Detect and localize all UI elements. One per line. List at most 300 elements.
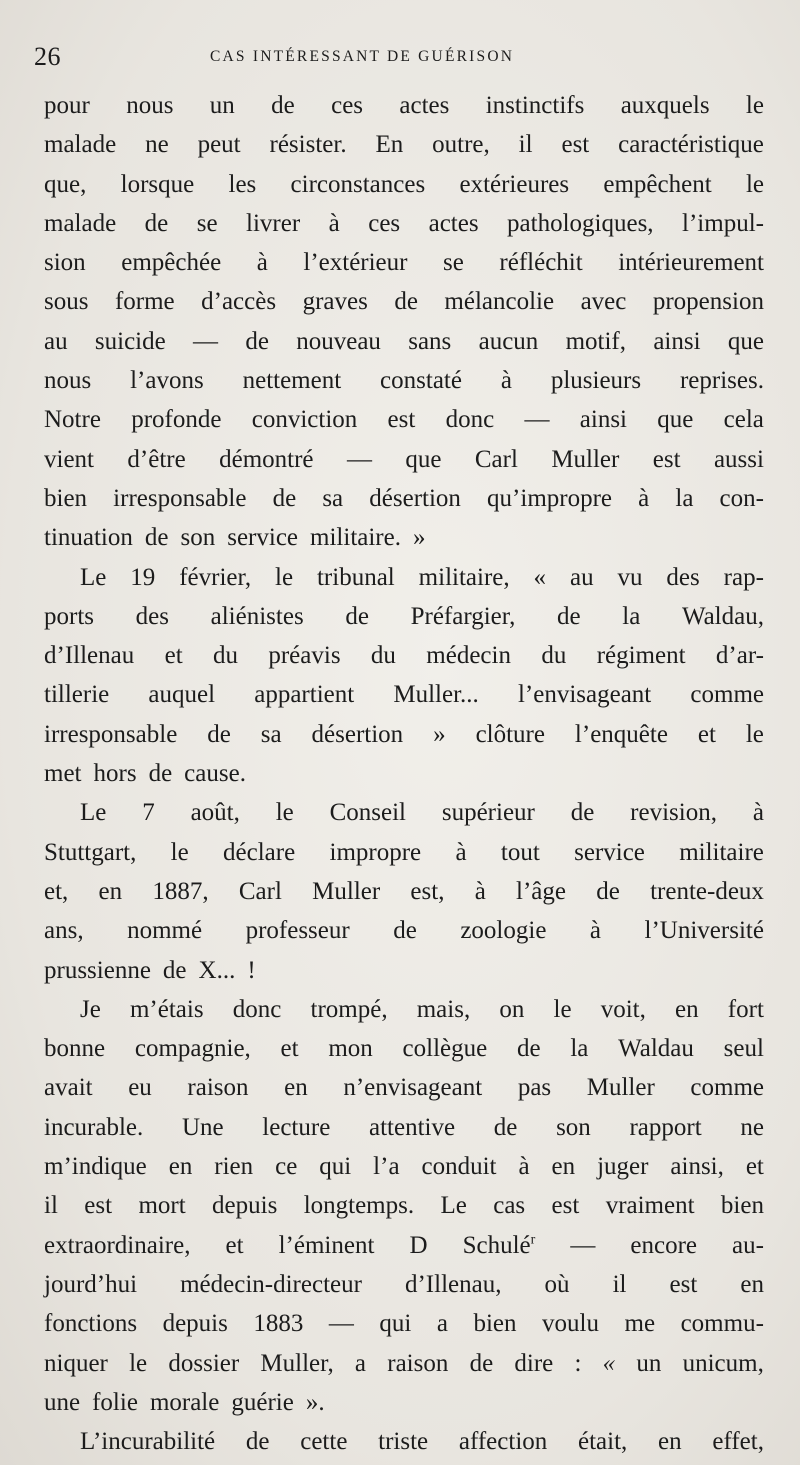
word: la — [622, 602, 641, 630]
word: service — [227, 524, 299, 552]
word: dire — [514, 1349, 554, 1377]
word: de — [469, 1349, 494, 1377]
text-line — [44, 204, 764, 243]
word: de — [394, 288, 418, 316]
word: bien — [473, 1310, 517, 1338]
word: Muller... — [393, 681, 479, 709]
word: pas — [517, 1074, 552, 1102]
word: effet, — [712, 1428, 764, 1456]
word: malade — [44, 209, 117, 237]
word: régiment — [596, 642, 686, 670]
word: février, — [179, 563, 252, 591]
word: attentive — [369, 1113, 456, 1141]
word: m’indique — [44, 1153, 147, 1181]
word: reprises. — [679, 367, 764, 395]
word: nettement — [242, 367, 342, 395]
word: forme — [114, 288, 175, 316]
word: « — [602, 1349, 616, 1377]
word: d’accès — [201, 288, 277, 316]
word: d’Illenau, — [404, 1270, 502, 1298]
word: cette — [300, 1428, 348, 1456]
word: déclare — [223, 838, 296, 866]
word: circonstances — [290, 170, 426, 198]
running-head: CAS INTÉRESSANT DE GUÉRISON — [210, 48, 515, 65]
word: est — [669, 1270, 698, 1298]
word: que — [727, 327, 764, 355]
word: l’impul- — [682, 209, 764, 237]
word: l’envisageant — [517, 681, 652, 709]
word: à — [518, 1153, 530, 1181]
word: actes — [399, 92, 450, 119]
word: auquel — [148, 681, 216, 709]
word: niquer — [44, 1349, 108, 1377]
word: Muller — [312, 877, 381, 905]
word: ! — [247, 956, 256, 984]
text-line — [44, 1186, 764, 1225]
word: il — [612, 1270, 627, 1298]
word: met — [44, 760, 82, 788]
word: aliénistes — [210, 602, 304, 630]
word: incurable. — [44, 1113, 144, 1141]
word: et — [164, 642, 183, 670]
word: voit, — [600, 995, 646, 1023]
word: tout — [500, 838, 540, 866]
word: pathologiques, — [507, 209, 654, 237]
word: Stuttgart, — [44, 838, 137, 866]
word: — — [346, 445, 372, 473]
word: impropre — [329, 838, 422, 866]
word: Je — [80, 995, 101, 1023]
word: service — [574, 838, 645, 866]
word: en — [168, 1153, 193, 1181]
word: irresponsable — [113, 484, 247, 512]
word: — — [570, 1231, 596, 1259]
word: tillerie — [44, 681, 110, 709]
text-line — [44, 1265, 764, 1304]
word: de — [144, 209, 169, 237]
word: unicum, — [682, 1349, 764, 1377]
word: du — [541, 642, 567, 670]
text-line — [44, 558, 764, 597]
word: actes — [428, 209, 479, 237]
word: sa — [322, 484, 344, 512]
word: qu’impropre — [487, 484, 613, 512]
word: professeur — [245, 917, 350, 945]
word: ans, — [44, 917, 84, 945]
word: Waldau — [618, 1035, 694, 1063]
word: en — [284, 1074, 308, 1102]
word: motif, — [565, 327, 627, 355]
word: Conseil — [329, 799, 406, 827]
word: que — [657, 406, 694, 434]
word: ce — [275, 1153, 298, 1181]
word: Carl — [238, 877, 282, 905]
word: à — [256, 249, 268, 277]
text-line — [44, 243, 764, 282]
word: nous — [44, 367, 92, 395]
word: ainsi — [653, 327, 701, 355]
word: graves — [302, 288, 368, 316]
word: sa — [260, 720, 282, 748]
text-line — [44, 361, 764, 400]
word: Schulé$^r$ — [462, 1231, 536, 1259]
word: clôture — [475, 720, 545, 748]
text-line — [44, 322, 764, 361]
word: voulu — [542, 1310, 599, 1338]
word: empêchent — [603, 170, 712, 198]
word: réfléchit — [499, 249, 583, 277]
text-line — [44, 990, 764, 1029]
word: Carl — [474, 445, 518, 473]
word: instinctifs — [485, 92, 585, 119]
word: fort — [727, 995, 764, 1023]
word: l’avons — [130, 367, 204, 395]
word: mort — [138, 1192, 186, 1220]
word: le — [553, 995, 572, 1023]
word: que — [405, 445, 442, 473]
word: du — [213, 642, 238, 670]
word: préavis — [268, 642, 341, 670]
word: de — [493, 1113, 518, 1141]
word: propension — [652, 288, 764, 316]
word: désertion — [369, 484, 461, 512]
word: est — [84, 1192, 113, 1220]
word: en — [740, 1270, 764, 1298]
word: a — [354, 1349, 367, 1377]
word: ports — [44, 602, 94, 630]
word: supérieur — [441, 799, 535, 827]
word: — — [524, 406, 550, 434]
word: 1883 — [253, 1310, 304, 1338]
word: de — [570, 799, 595, 827]
word: qui — [379, 1310, 412, 1338]
word: depuis — [212, 1192, 278, 1220]
word: X... — [198, 956, 236, 984]
text-line — [44, 86, 764, 125]
word: ne — [145, 131, 169, 159]
word: une — [44, 1388, 81, 1416]
word: des — [135, 602, 169, 630]
word: a — [436, 1310, 448, 1338]
word: rien — [214, 1153, 254, 1181]
word: on — [499, 995, 525, 1023]
text-line — [44, 165, 764, 204]
word: rapport — [629, 1113, 702, 1141]
word: eu — [128, 1074, 152, 1102]
word: extraordinaire, — [44, 1231, 191, 1259]
word: empêchée — [121, 249, 222, 277]
word: L’incurabilité — [80, 1428, 216, 1456]
word: 1887, — [152, 877, 209, 905]
word: conviction — [251, 406, 358, 434]
word: fonctions — [44, 1310, 138, 1338]
word: Muller — [586, 1074, 655, 1102]
word: donc — [232, 995, 282, 1023]
word: profonde — [131, 406, 222, 434]
word: bien — [720, 1192, 764, 1220]
word: mais, — [416, 995, 471, 1023]
word: bonne — [44, 1035, 106, 1063]
word: constaté — [380, 367, 462, 395]
word: il — [44, 1192, 58, 1220]
text-line — [44, 1304, 764, 1343]
word: encore — [630, 1231, 697, 1259]
text-line — [44, 833, 764, 872]
word: En — [375, 131, 404, 159]
text-line — [44, 440, 764, 479]
word: le — [275, 799, 294, 827]
word: guérie — [231, 1388, 294, 1416]
word: et — [225, 1231, 244, 1259]
word: m’étais — [129, 995, 204, 1023]
word: août, — [190, 799, 240, 827]
word: bien — [44, 484, 88, 512]
word: démontré — [219, 445, 314, 473]
word: outre, — [432, 131, 490, 159]
word: compagnie, — [134, 1035, 251, 1063]
word: se — [443, 249, 464, 277]
word: donc — [445, 406, 495, 434]
word: avec — [580, 288, 627, 316]
text-line — [44, 636, 764, 675]
word: Muller, — [260, 1349, 334, 1377]
word: l’extérieur — [303, 249, 408, 277]
word: en — [551, 1153, 576, 1181]
word: de — [148, 760, 173, 788]
word: rap- — [723, 563, 764, 591]
word: pour — [44, 92, 90, 119]
word: du — [370, 642, 396, 670]
word: commu- — [680, 1310, 764, 1338]
word: le — [170, 838, 189, 866]
word: désertion — [311, 720, 404, 748]
word: appartient — [254, 681, 355, 709]
word: — — [193, 327, 219, 355]
word: ainsi — [579, 406, 627, 434]
text-line — [44, 1226, 764, 1265]
word: de — [245, 327, 269, 355]
word: de — [162, 956, 187, 984]
word: n’envisageant — [343, 1074, 483, 1102]
word: tribunal — [316, 563, 395, 591]
word: auxquels — [620, 92, 710, 119]
word: — — [328, 1310, 354, 1338]
word: Waldau, — [681, 602, 764, 630]
word: triste — [378, 1428, 429, 1456]
word: de — [557, 602, 581, 630]
word: est — [652, 445, 681, 473]
word: affection — [458, 1428, 548, 1456]
word: le — [745, 170, 764, 198]
word: » — [433, 720, 446, 748]
word: de — [271, 92, 295, 119]
word: jourd’hui — [44, 1270, 138, 1298]
text-line — [44, 125, 764, 164]
word: un — [209, 92, 235, 119]
text-line — [44, 597, 764, 636]
word: d’être — [127, 445, 186, 473]
word: irresponsable — [44, 720, 178, 748]
word: conduit — [421, 1153, 497, 1181]
word: à — [638, 484, 650, 512]
word: il — [518, 131, 533, 159]
word: militaire. — [310, 524, 401, 552]
word: que, — [44, 170, 87, 198]
word: est — [551, 1192, 580, 1220]
word: revision, — [630, 799, 717, 827]
text-line — [44, 1068, 764, 1107]
word: « — [533, 563, 547, 591]
word: à — [589, 917, 602, 945]
word: » — [412, 524, 426, 552]
word: Muller — [551, 445, 620, 473]
word: con- — [719, 484, 764, 512]
word: vu — [617, 563, 643, 591]
word: 7 — [142, 799, 155, 827]
word: est — [387, 406, 416, 434]
word: ainsi, — [670, 1153, 724, 1181]
word: ces — [368, 209, 401, 237]
word: cas — [493, 1192, 526, 1220]
word: au — [44, 327, 68, 355]
word: son — [556, 1113, 591, 1141]
word: ne — [740, 1113, 764, 1141]
word: nous — [126, 92, 174, 119]
word: lecture — [262, 1113, 331, 1141]
word: en — [658, 1428, 682, 1456]
word: vraiment — [605, 1192, 695, 1220]
word: à — [328, 209, 340, 237]
word: qui — [319, 1153, 352, 1181]
word: et, — [44, 877, 69, 905]
word: était, — [578, 1428, 628, 1456]
word: raison — [387, 1349, 449, 1377]
word: les — [228, 170, 257, 198]
text-line — [44, 1108, 764, 1147]
word: raison — [187, 1074, 249, 1102]
word: d’Illenau — [44, 642, 135, 670]
word: et — [697, 720, 716, 748]
word: est, — [410, 877, 445, 905]
word: à — [752, 799, 764, 827]
text-line — [44, 911, 764, 950]
word: de — [272, 484, 297, 512]
word: l’Université — [644, 917, 764, 945]
text-line — [44, 518, 764, 557]
word: le — [745, 92, 764, 119]
text-line — [44, 951, 764, 990]
word: à — [455, 838, 467, 866]
word: trompé, — [310, 995, 388, 1023]
text-line — [44, 1344, 764, 1383]
word: seul — [723, 1035, 764, 1063]
word: des — [666, 563, 700, 591]
text-line — [44, 715, 764, 754]
word: 19 — [130, 563, 156, 591]
word: l’a — [373, 1153, 400, 1181]
word: la — [570, 1035, 589, 1063]
word: Notre — [44, 406, 101, 434]
word: caractéristique — [618, 131, 764, 159]
word: de — [207, 720, 231, 748]
word: suicide — [94, 327, 166, 355]
word: me — [624, 1310, 656, 1338]
word: l’âge — [516, 877, 566, 905]
text-line — [44, 754, 764, 793]
body-text — [44, 86, 764, 1461]
word: à — [500, 367, 512, 395]
text-line — [44, 282, 764, 321]
word: nouveau — [296, 327, 381, 355]
word: cela — [723, 406, 764, 434]
word: Une — [181, 1113, 224, 1141]
word: militaire — [679, 838, 764, 866]
word: Le — [80, 799, 107, 827]
word: Le — [80, 563, 107, 591]
word: résister. — [269, 131, 347, 159]
word: en — [98, 877, 123, 905]
word: malade — [44, 131, 117, 159]
text-line — [44, 1029, 764, 1068]
word: peut — [197, 131, 241, 159]
word: l’enquête — [574, 720, 668, 748]
word: cause. — [184, 760, 246, 788]
word: de — [596, 877, 620, 905]
word: comme — [690, 681, 764, 709]
word: prussienne — [44, 956, 151, 984]
word: un — [636, 1349, 662, 1377]
word: médecin — [426, 642, 511, 670]
page-number: 26 — [34, 42, 61, 71]
word: : — [574, 1349, 582, 1377]
word: se — [196, 209, 218, 237]
word: sous — [44, 288, 89, 316]
word: est — [561, 131, 590, 159]
word: folie — [92, 1388, 138, 1416]
word: collègue — [402, 1035, 488, 1063]
word: juger — [597, 1153, 649, 1181]
word: longtemps. — [303, 1192, 415, 1220]
word: d’ar- — [715, 642, 764, 670]
text-line — [44, 872, 764, 911]
page-header — [34, 40, 594, 74]
word: la — [675, 484, 694, 512]
word: médecin-directeur — [180, 1270, 362, 1298]
word: au- — [732, 1231, 764, 1259]
word: aucun — [478, 327, 539, 355]
word: militaire, — [418, 563, 510, 591]
word: plusieurs — [550, 367, 642, 395]
word: vient — [44, 445, 94, 473]
word: mon — [328, 1035, 373, 1063]
word: où — [544, 1270, 570, 1298]
word: hors — [93, 760, 137, 788]
word: au — [569, 563, 594, 591]
word: mélancolie — [444, 288, 555, 316]
word: de — [345, 602, 369, 630]
word: ces — [331, 92, 364, 119]
word: le — [275, 563, 294, 591]
word: comme — [690, 1074, 764, 1102]
word: avait — [44, 1074, 93, 1102]
word: lorsque — [120, 170, 195, 198]
word: en — [675, 995, 699, 1023]
text-line — [44, 400, 764, 439]
word: livrer — [246, 209, 301, 237]
word: extérieures — [459, 170, 570, 198]
word: aussi — [713, 445, 764, 473]
text-line — [44, 479, 764, 518]
